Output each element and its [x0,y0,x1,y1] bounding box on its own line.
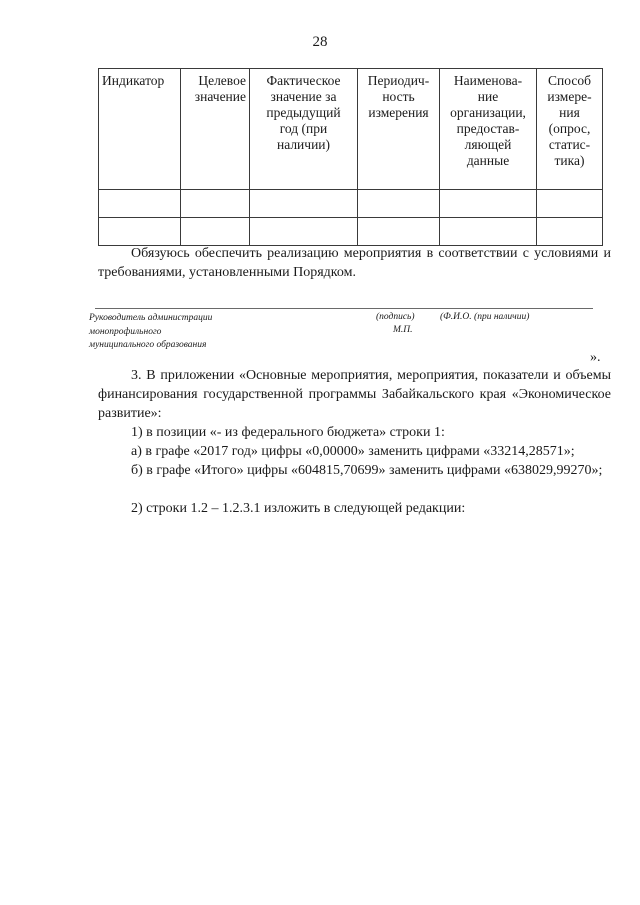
indicators-table [98,68,603,246]
stamp-caption: М.П. [393,325,413,335]
column-header-indicator: Индикатор [99,69,181,190]
paragraph-3: 3. В приложении «Основные мероприятия, мероприятия, показатели и объемы финансирования государственной программы Забайкальского края «Экономическое развитие»: [98,368,611,421]
paragraph-3-item-b: б) в графе «Итого» цифры «604815,70699» заменить цифрами «638029,99270»; [131,463,603,478]
table-cell [99,190,181,218]
column-header-actual-value: Фактическое значение за предыдущий год (при наличии) [250,69,358,190]
pledge-text: Обязуюсь обеспечить реализацию мероприятия в соответствии с условиями и требованиями, установленными Порядком. [98,246,611,280]
column-header-target-value: Целевое значение [181,69,250,190]
column-header-method: Способ измере- ния (опрос, статис- тика) [537,69,603,190]
paragraph-3-item-a: а) в графе «2017 год» цифры «0,00000» заменить цифрами «33214,28571»; [131,444,575,459]
column-header-periodicity: Периодич- ность измерения [358,69,440,190]
paragraph-3-item-2: 2) строки 1.2 – 1.2.3.1 изложить в следующей редакции: [131,501,466,516]
full-name-caption: (Ф.И.О. (при наличии) [440,312,530,322]
table-cell [537,218,603,246]
table-row [99,218,603,246]
signature-caption: (подпись) [376,312,415,322]
table-cell [181,190,250,218]
table-cell [99,218,181,246]
column-header-organization: Наименова- ние организации, предостав- ляющей данные [440,69,537,190]
table-cell [250,190,358,218]
page-number: 28 [312,34,328,50]
table-cell [358,218,440,246]
closing-quote: ». [590,350,601,365]
table-cell [537,190,603,218]
table-cell [440,218,537,246]
signature-role-caption: Руководитель администрации монопрофильного муниципального образования [89,313,213,350]
signature-line [95,308,593,309]
table-cell [250,218,358,246]
table-cell [358,190,440,218]
table-cell [181,218,250,246]
table-row [99,190,603,218]
table-header-row [99,69,603,190]
table-cell [440,190,537,218]
paragraph-3-item-1: 1) в позиции «- из федерального бюджета» строки 1: [131,425,445,440]
